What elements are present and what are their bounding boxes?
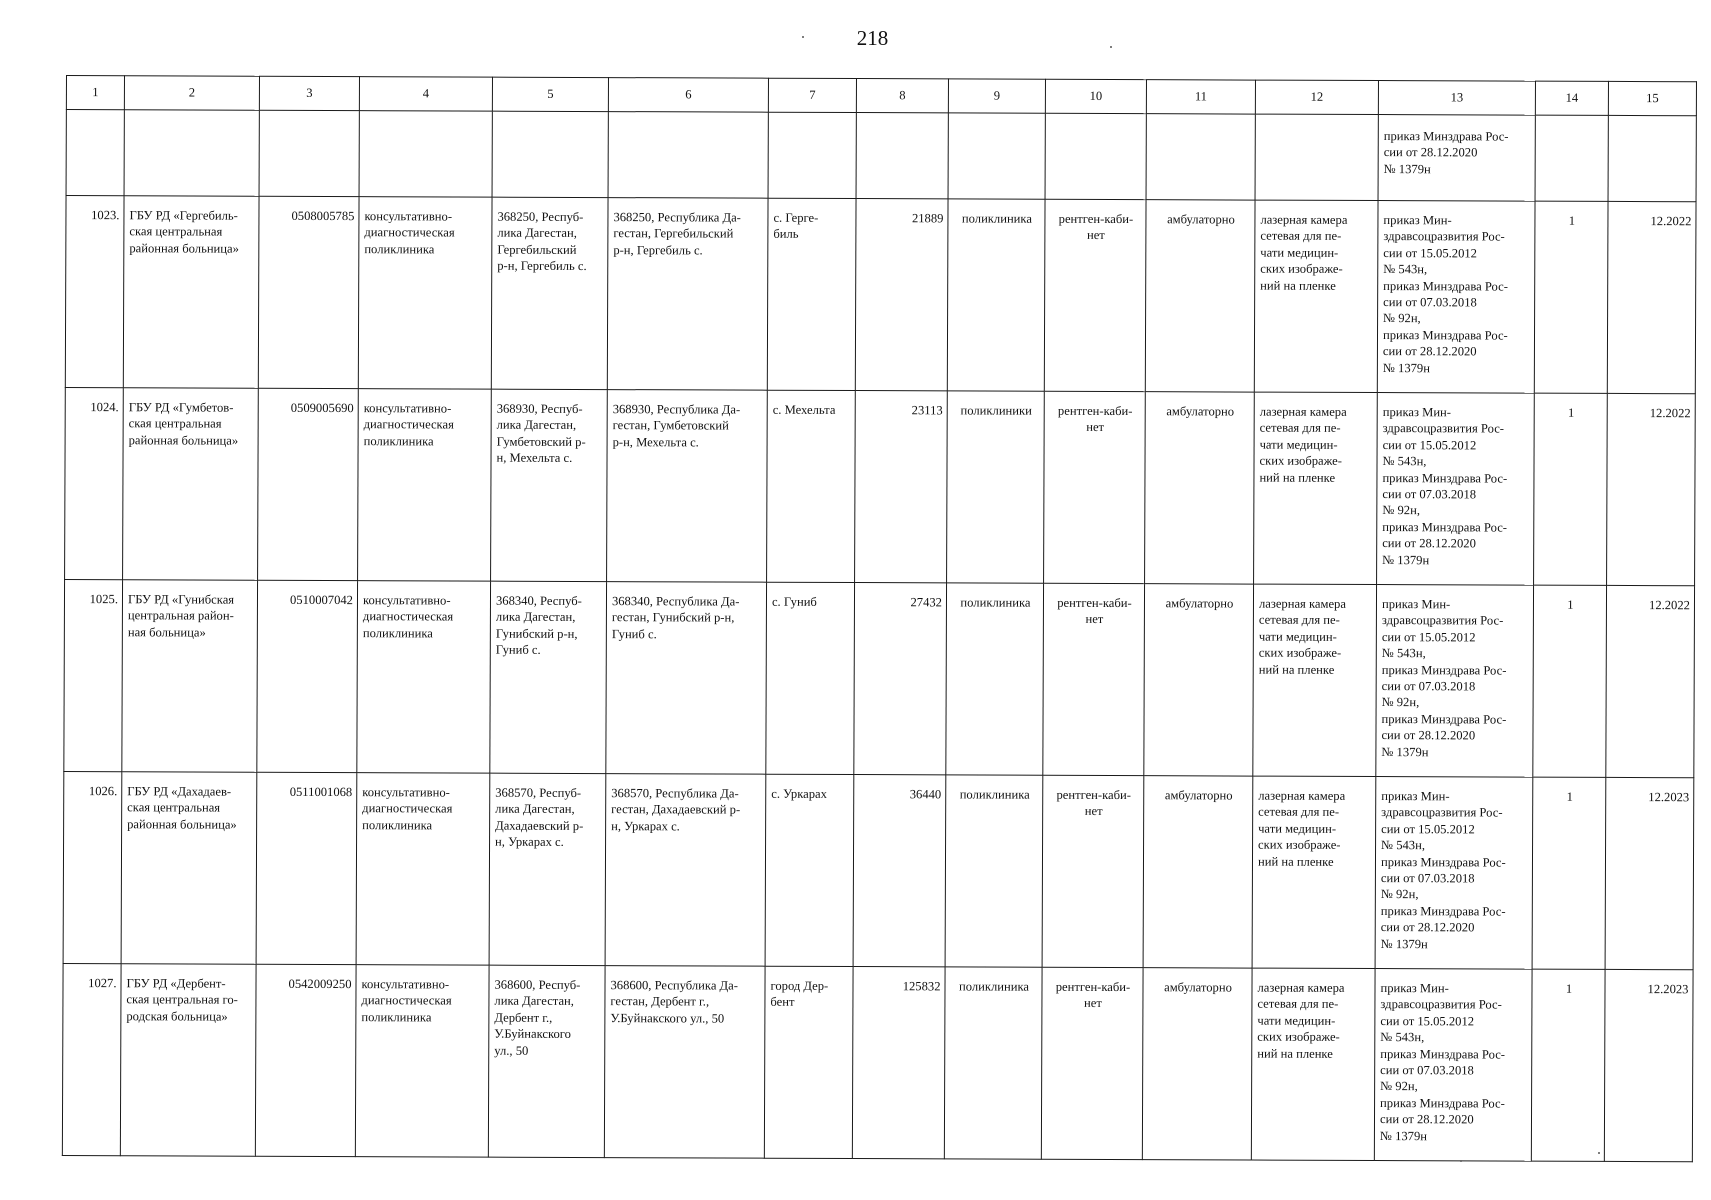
- cell-quantity: 1: [1533, 585, 1607, 777]
- cell-locality: с. Герге- биль: [767, 198, 856, 390]
- cell-population: 125832: [852, 967, 945, 1159]
- cell-locality: с. Мехельта: [767, 390, 856, 582]
- column-header-10: 10: [1045, 79, 1146, 113]
- column-header-3: 3: [259, 76, 359, 110]
- column-header-15: 15: [1608, 81, 1696, 115]
- cell-facility-type: консультативно- диагностическая поликлиника: [358, 389, 492, 582]
- cell-empty: [1146, 114, 1255, 200]
- column-header-8: 8: [856, 79, 948, 113]
- column-header-6: 6: [608, 78, 768, 113]
- cell-empty: [856, 113, 948, 199]
- cell-room: рентген-каби- нет: [1041, 967, 1143, 1159]
- scan-speck: [802, 36, 804, 38]
- cell-order: приказ Мин- здравсоцразвития Рос- сии от 15.05.2012 № 543н, приказ Минздрава Рос- сии от 07.03.2018 № 92н, приказ Минздрава Рос- сии от 28.12.2020 № 1379н: [1377, 201, 1535, 394]
- cell-row-number: 1023.: [65, 196, 124, 388]
- cell-empty: [492, 111, 608, 197]
- cell-organization: ГБУ РД «Гумбетов- ская центральная районная больница»: [123, 388, 259, 581]
- column-header-1: 1: [66, 76, 124, 110]
- cell-population: 27432: [854, 583, 947, 775]
- cell-order-continuation: приказ Минздрава Рос- сии от 28.12.2020 № 1379н: [1378, 115, 1535, 202]
- cell-facility-type: консультативно- диагностическая поликлиника: [357, 581, 491, 774]
- cell-quantity: 1: [1534, 201, 1608, 393]
- cell-row-number: 1026.: [63, 771, 122, 963]
- table-row: [62, 963, 1693, 1161]
- cell-locality: город Дер- бент: [764, 966, 853, 1158]
- table-row: [63, 771, 1694, 969]
- cell-equipment: лазерная камера сетевая для пе- чати медицин- ских изображе- ний на пленке: [1253, 584, 1377, 776]
- cell-row-number: 1024.: [65, 387, 124, 579]
- cell-unit: поликлиники: [947, 391, 1045, 583]
- cell-organization: ГБУ РД «Дахадаев- ская центральная районная больница»: [121, 772, 257, 965]
- cell-inn: 0511001068: [256, 772, 357, 964]
- cell-facility-type: консультативно- диагностическая поликлиника: [358, 197, 492, 390]
- scan-speck: [1460, 1160, 1462, 1162]
- cell-order: приказ Мин- здравсоцразвития Рос- сии от 15.05.2012 № 543н, приказ Минздрава Рос- сии от 07.03.2018 № 92н, приказ Минздрава Рос- сии от 28.12.2020 № 1379н: [1375, 777, 1533, 970]
- cell-date: 12.2023: [1605, 777, 1694, 969]
- cell-unit: поликлиника: [946, 583, 1044, 775]
- column-header-2: 2: [124, 76, 259, 111]
- cell-unit: поликлиника: [944, 967, 1042, 1159]
- column-header-14: 14: [1535, 81, 1608, 115]
- cell-legal-address: 368600, Респуб- лика Дагестан, Дербент г., У.Буйнакского ул., 50: [488, 965, 605, 1157]
- cell-empty: [124, 110, 259, 197]
- cell-mode: амбулаторно: [1143, 776, 1253, 968]
- cell-empty: [1255, 114, 1378, 200]
- cell-inn: 0510007042: [257, 580, 358, 772]
- cell-date: 12.2022: [1607, 393, 1696, 585]
- scan-speck: [1598, 1152, 1600, 1154]
- cell-organization: ГБУ РД «Гергебиль- ская центральная районная больница»: [123, 196, 259, 389]
- scan-speck: [1110, 46, 1112, 48]
- table-row: [64, 579, 1695, 777]
- registry-table: [62, 75, 1697, 1162]
- cell-facility-type: консультативно- диагностическая поликлиника: [356, 773, 490, 966]
- table-row: [65, 387, 1696, 585]
- cell-row-number: 1027.: [62, 963, 121, 1155]
- cell-organization: ГБУ РД «Дербент- ская центральная го- родская больница»: [120, 964, 256, 1157]
- cell-date: 12.2023: [1604, 969, 1693, 1161]
- cell-actual-address: 368250, Республика Да- гестан, Гергебильский р-н, Гергебиль с.: [607, 198, 768, 391]
- column-header-12: 12: [1255, 80, 1378, 114]
- cell-empty: [259, 110, 359, 196]
- cell-quantity: 1: [1531, 969, 1605, 1161]
- cell-order: приказ Мин- здравсоцразвития Рос- сии от 15.05.2012 № 543н, приказ Минздрава Рос- сии от 07.03.2018 № 92н, приказ Минздрава Рос- сии от 28.12.2020 № 1379н: [1377, 393, 1535, 586]
- cell-equipment: лазерная камера сетевая для пе- чати медицин- ских изображе- ний на пленке: [1254, 392, 1378, 584]
- cell-facility-type: консультативно- диагностическая поликлиника: [355, 965, 489, 1158]
- cell-empty: [359, 111, 492, 198]
- cell-inn: 0509005690: [258, 388, 359, 580]
- column-header-9: 9: [948, 79, 1045, 113]
- cell-room: рентген-каби- нет: [1044, 199, 1146, 391]
- cell-mode: амбулаторно: [1145, 392, 1255, 584]
- cell-date: 12.2022: [1606, 585, 1695, 777]
- column-header-4: 4: [359, 77, 492, 112]
- cell-population: 21889: [855, 199, 948, 391]
- cell-organization: ГБУ РД «Гунибская центральная район- ная больница»: [122, 580, 258, 773]
- cell-actual-address: 368600, Республика Да- гестан, Дербент г., У.Буйнакского ул., 50: [604, 966, 765, 1159]
- cell-equipment: лазерная камера сетевая для пе- чати медицин- ских изображе- ний на пленке: [1254, 200, 1378, 392]
- cell-locality: с. Гуниб: [766, 582, 855, 774]
- cell-actual-address: 368570, Республика Да- гестан, Дахадаевский р- н, Уркарах с.: [605, 774, 766, 967]
- cell-room: рентген-каби- нет: [1042, 775, 1144, 967]
- column-header-13: 13: [1378, 81, 1535, 116]
- cell-legal-address: 368340, Респуб- лика Дагестан, Гунибский р-н, Гуниб с.: [490, 581, 607, 773]
- cell-row-number: 1025.: [64, 579, 123, 771]
- cell-legal-address: 368570, Респуб- лика Дагестан, Дахадаевский р- н, Уркарах с.: [489, 773, 606, 965]
- cell-empty: [1535, 115, 1608, 201]
- cell-mode: амбулаторно: [1144, 584, 1254, 776]
- cell-actual-address: 368340, Республика Да- гестан, Гунибский р-н, Гуниб с.: [606, 582, 767, 775]
- cell-locality: с. Уркарах: [765, 774, 854, 966]
- column-header-11: 11: [1146, 80, 1255, 114]
- cell-equipment: лазерная камера сетевая для пе- чати медицин- ских изображе- ний на пленке: [1251, 968, 1375, 1160]
- page-number: 218: [856, 26, 889, 50]
- cell-actual-address: 368930, Республика Да- гестан, Гумбетовский р-н, Мехельта с.: [607, 390, 768, 583]
- cell-population: 23113: [855, 391, 948, 583]
- cell-empty: [768, 112, 856, 198]
- cell-quantity: 1: [1534, 393, 1608, 585]
- column-header-5: 5: [492, 77, 608, 111]
- cell-population: 36440: [853, 775, 946, 967]
- cell-empty: [608, 112, 768, 199]
- cell-order: приказ Мин- здравсоцразвития Рос- сии от 15.05.2012 № 543н, приказ Минздрава Рос- сии от 07.03.2018 № 92н, приказ Минздрава Рос- сии от 28.12.2020 № 1379н: [1374, 969, 1532, 1162]
- cell-mode: амбулаторно: [1142, 968, 1252, 1160]
- cell-room: рентген-каби- нет: [1043, 583, 1145, 775]
- cell-mode: амбулаторно: [1145, 200, 1255, 392]
- cell-inn: 0542009250: [255, 964, 356, 1156]
- cell-legal-address: 368250, Респуб- лика Дагестан, Гергебильский р-н, Гергебиль с.: [491, 197, 608, 389]
- cell-equipment: лазерная камера сетевая для пе- чати медицин- ских изображе- ний на пленке: [1252, 776, 1376, 968]
- column-header-7: 7: [768, 78, 856, 112]
- cell-empty: [948, 113, 1045, 199]
- continuation-row: [66, 110, 1696, 202]
- cell-empty: [1045, 113, 1146, 199]
- cell-date: 12.2022: [1607, 201, 1696, 393]
- cell-legal-address: 368930, Респуб- лика Дагестан, Гумбетовский р- н, Мехельта с.: [491, 389, 608, 581]
- cell-quantity: 1: [1532, 777, 1606, 969]
- cell-unit: поликлиника: [947, 199, 1045, 391]
- table-row: [65, 196, 1696, 394]
- cell-room: рентген-каби- нет: [1044, 391, 1146, 583]
- cell-order: приказ Мин- здравсоцразвития Рос- сии от 15.05.2012 № 543н, приказ Минздрава Рос- сии от 07.03.2018 № 92н, приказ Минздрава Рос- сии от 28.12.2020 № 1379н: [1376, 585, 1534, 778]
- cell-inn: 0508005785: [258, 196, 359, 388]
- cell-empty: [1608, 115, 1696, 201]
- registry-sheet: [62, 75, 1696, 1143]
- cell-unit: поликлиника: [945, 775, 1043, 967]
- cell-empty: [66, 110, 124, 196]
